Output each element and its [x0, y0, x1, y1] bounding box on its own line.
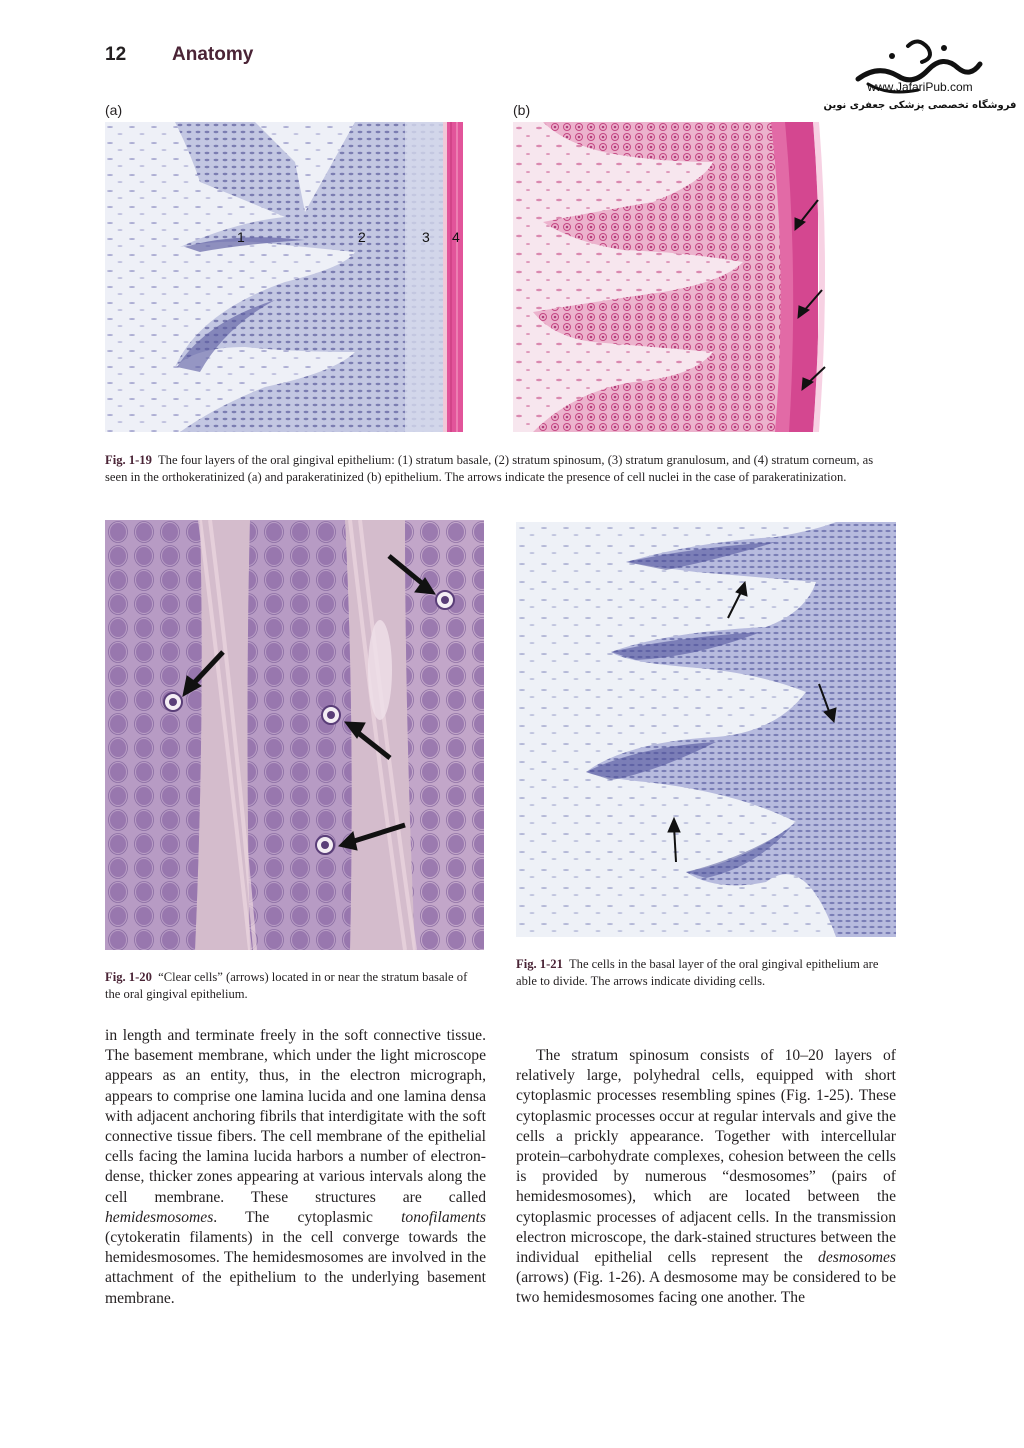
caption-fig-1-19-text: The four layers of the oral gingival epithelium: (1) stratum basale, (2) stratum spinosum, (3) stratum granulosum, and (4) stratum corneum, as seen in the orthokeratinized (a) and parakeratinized (b) epithelium. The arrows indicate the presence of cell nuclei in the case of parakeratinization. — [105, 453, 874, 484]
term-tonofilaments: tonofilaments — [401, 1208, 486, 1226]
caption-fig-1-20 — [105, 969, 484, 1003]
panel-a-label: (a) — [105, 102, 123, 118]
layer-label-1: 1 — [237, 229, 245, 245]
panel-b-label: (b) — [513, 102, 531, 118]
page-number: 12 — [105, 44, 127, 65]
body-paragraph-right — [516, 1046, 896, 1309]
micrograph-clear-cells — [105, 520, 484, 950]
caption-fig-1-21-id: Fig. 1-21 — [516, 957, 563, 971]
layer-label-2: 2 — [358, 229, 366, 245]
body-left-text-1: in length and terminate freely in the soft connective tissue. The basement membrane, which under the light microscope appears as an entity, thus, in the electron micrograph, appears to comprise one lamina lucida and one lamina densa with adjacent anchoring fibrils that interdigitate with the soft connective tissue fibers. The cell membrane of the epithelial cells facing the lamina lucida harbors a number of electron-dense, thicker zones appearing at various intervals along the cell membrane. These structures are called — [105, 1027, 486, 1206]
body-left-text-3: (cytokeratin filaments) in the cell converge towards the hemidesmosomes. The hemidesmosomes are involved in the attachment of the epithelium to the underlying basement membrane. — [105, 1229, 486, 1307]
body-column-right — [516, 1046, 896, 1309]
running-title: Anatomy — [172, 44, 254, 65]
caption-fig-1-20-text: “Clear cells” (arrows) located in or near the stratum basale of the oral gingival epithelium. — [105, 970, 468, 1001]
body-column-left — [105, 1026, 486, 1309]
caption-fig-1-21 — [516, 956, 896, 990]
caption-fig-1-19 — [105, 452, 897, 486]
layer-label-4: 4 — [452, 229, 460, 245]
body-paragraph-left — [105, 1026, 486, 1309]
micrograph-orthokeratinized — [105, 122, 492, 432]
micrograph-parakeratinized — [513, 122, 896, 432]
micrograph-dividing-cells — [516, 522, 896, 937]
body-right-text-1: The stratum spinosum consists of 10–20 layers of relatively large, polyhedral cells, equipped with short cytoplasmic processes resembling spines (Fig. 1-25). These cytoplasmic processes occur at regular intervals and give the cells a prickly appearance. Together with intercellular protein–carbohydrate complexes, cohesion between the cells is provided by numerous “desmosomes” (pairs of hemidesmosomes), which are located between the cytoplasmic processes of adjacent cells. In the transmission electron microscope, the dark-stained structures between the individual epithelial cells represent the — [516, 1047, 896, 1267]
watermark-url: www.JafariPub.com — [867, 80, 973, 94]
term-desmosomes: desmosomes — [818, 1249, 896, 1267]
caption-fig-1-21-text: The cells in the basal layer of the oral gingival epithelium are able to divide. The arrows indicate dividing cells. — [516, 957, 879, 988]
caption-fig-1-19-id: Fig. 1-19 — [105, 453, 152, 467]
body-left-text-2: . The cytoplasmic — [213, 1208, 402, 1226]
body-right-text-2: (arrows) (Fig. 1-26). A desmosome may be considered to be two hemidesmosomes facing one another. The — [516, 1269, 896, 1307]
caption-fig-1-20-id: Fig. 1-20 — [105, 970, 152, 984]
term-hemidesmosomes: hemidesmosomes — [105, 1208, 214, 1226]
layer-label-3: 3 — [422, 229, 430, 245]
watermark-tagline: فروشگاه تخصصی پزشکی جعفری نوین — [823, 100, 1017, 111]
